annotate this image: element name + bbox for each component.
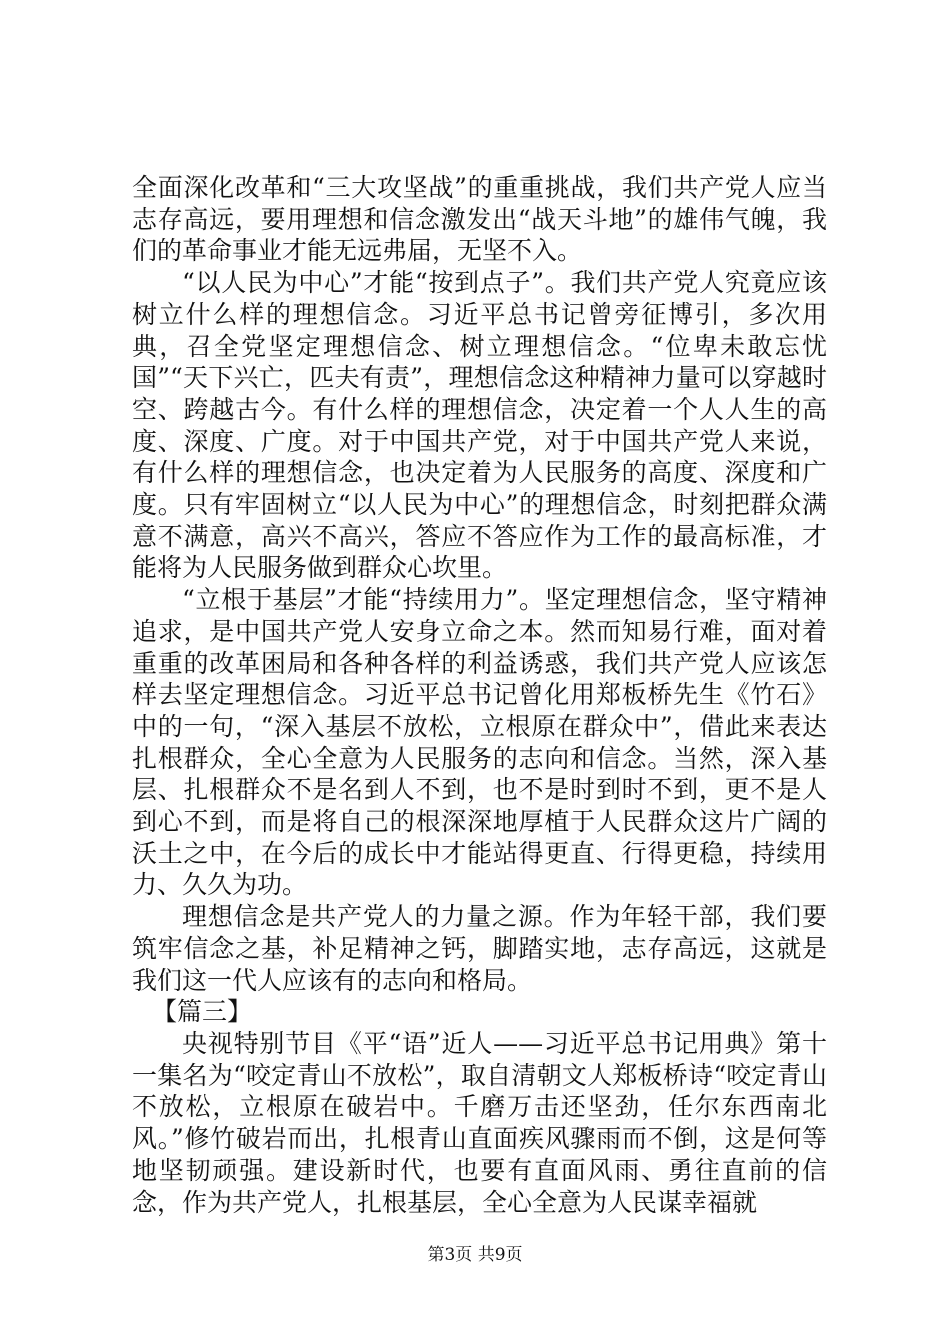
paragraph-cctv-program: 央视特别节目《平“语”近人——习近平总书记用典》第十一集名为“咬定青山不放松”，取自清朝文人郑板桥诗“咬定青山不放松，立根原在破岩中。千磨万击还坚劲，任尔东西南北风。”修竹破岩而出，扎根青山直面疾风骤雨而不倒，这是何等地坚韧顽强。建设新时代，也要有直面风雨、勇往直前的信念，作为共产党人，扎根基层，全心全意为人民谋幸福就: [132, 1028, 827, 1217]
paragraph-ideals-source: 理想信念是共产党人的力量之源。作为年轻干部，我们要筑牢信念之基，补足精神之钙，脚踏实地，志存高远，这就是我们这一代人应该有的志向和格局。: [132, 902, 827, 995]
paragraph-continuation: 全面深化改革和“三大攻坚战”的重重挑战，我们共产党人应当志存高远，要用理想和信念激发出“战天斗地”的雄伟气魄，我们的革命事业才能无远弗届，无坚不入。: [132, 173, 827, 266]
paragraph-grassroots: “立根于基层”才能“持续用力”。坚定理想信念，坚守精神追求，是中国共产党人安身立命之本。然而知易行难，面对着重重的改革困局和各种各样的利益诱惑，我们共产党人应该怎样去坚定理想信念。习近平总书记曾化用郑板桥先生《竹石》中的一句，“深入基层不放松，立根原在群众中”，借此来表达扎根群众，全心全意为人民服务的志向和信念。当然，深入基层、扎根群众不是名到人不到，也不是时到时不到，更不是人到心不到，而是将自己的根深深地厚植于人民群众这片广阔的沃土之中，在今后的成长中才能站得更直、行得更稳，持续用力、久久为功。: [132, 585, 827, 900]
page-number-footer: 第3页 共9页: [427, 1245, 523, 1265]
document-body: [132, 172, 827, 1218]
section-heading: 【篇三】: [152, 997, 253, 1027]
paragraph-people-centered: “以人民为中心”才能“按到点子”。我们共产党人究竟应该树立什么样的理想信念。习近平总书记曾旁征博引，多次用典，召全党坚定理想信念、树立理想信念。“位卑未敢忘忧国”“天下兴亡，匹夫有责”，理想信念这种精神力量可以穿越时空、跨越古今。有什么样的理想信念，决定着一个人人生的高度、深度、广度。对于中国共产党，对于中国共产党人来说，有什么样的理想信念，也决定着为人民服务的高度、深度和广度。只有牢固树立“以人民为中心”的理想信念，时刻把群众满意不满意，高兴不高兴，答应不答应作为工作的最高标准，才能将为人民服务做到群众心坎里。: [132, 268, 827, 583]
